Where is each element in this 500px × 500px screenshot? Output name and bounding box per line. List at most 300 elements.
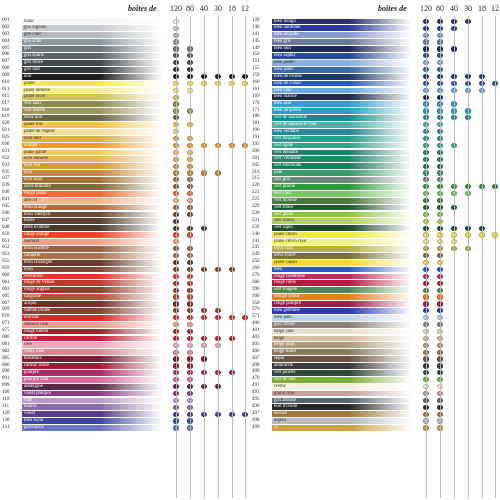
color-swatch-bar [272, 239, 412, 245]
color-row [0, 135, 250, 142]
color-name: vert de mai [274, 376, 296, 382]
color-swatch-bar [272, 329, 412, 335]
color-name: jaune citron clair [274, 239, 307, 245]
color-swatch-bar [22, 163, 162, 169]
color-code: 239 [252, 224, 260, 230]
color-swatch-bar [272, 370, 412, 376]
color-row [250, 108, 500, 115]
color-code: 181 [252, 121, 260, 127]
color-code: 069 [2, 307, 10, 313]
color-swatch-bar [22, 404, 162, 410]
color-row [250, 101, 500, 108]
color-name: carmin foncé [24, 363, 50, 369]
column-guide-line [482, 16, 483, 498]
color-code: 159 [252, 73, 260, 79]
color-name: jaune citron [274, 232, 297, 238]
color-code: 139 [252, 18, 260, 23]
color-code: 170 [252, 100, 260, 106]
color-name: vert mousse [274, 197, 298, 203]
color-code: 403 [252, 334, 260, 340]
color-row [0, 301, 250, 308]
color-name: olive clair [274, 245, 294, 251]
color-code: 210 [252, 169, 260, 175]
color-row [0, 383, 250, 390]
color-code: 130 [2, 417, 10, 423]
color-code: 493 [252, 390, 260, 396]
color-name: vert foncé [274, 204, 294, 210]
color-swatch-bar [22, 205, 162, 211]
color-name: carmin [24, 335, 38, 341]
color-name: brun Vandyck [24, 211, 51, 217]
color-swatch-bar [272, 60, 412, 66]
color-code: 408 [252, 362, 260, 368]
color-name: bleu royal [24, 418, 44, 424]
color-name: bleu azur [274, 101, 292, 107]
color-row [0, 287, 250, 294]
color-row [0, 404, 250, 411]
color-code: 370 [252, 307, 260, 313]
col-header-80: 80 [436, 4, 444, 13]
color-row [250, 301, 500, 308]
color-swatch-bar [22, 46, 162, 52]
color-name: olive brunâtre [24, 183, 51, 189]
color-swatch-bar [272, 246, 412, 252]
color-row [250, 32, 500, 39]
color-code: 046 [2, 210, 10, 216]
color-code: 215 [252, 176, 260, 182]
color-name: pourpre [24, 370, 39, 376]
color-row [0, 239, 250, 246]
color-code: 050 [2, 231, 10, 237]
color-code: 371 [252, 314, 260, 320]
color-code: 190 [252, 128, 260, 134]
color-code: 002 [2, 24, 10, 30]
right-list [250, 18, 500, 431]
color-name: acajou [24, 301, 37, 307]
header-left [0, 4, 250, 16]
color-row [250, 52, 500, 59]
color-name: rouge framboise [274, 273, 306, 279]
color-row [250, 259, 500, 266]
color-code: 111 [2, 403, 10, 409]
color-code: 090 [2, 369, 10, 375]
color-swatch-bar [22, 232, 162, 238]
color-code: 018 [2, 107, 10, 113]
color-row [0, 328, 250, 335]
color-code: 065 [2, 293, 10, 299]
col-header-40: 40 [200, 4, 208, 13]
color-code: 161 [252, 86, 260, 92]
color-name: vert réséda [24, 108, 45, 114]
color-swatch-bar [272, 391, 412, 397]
color-row [0, 59, 250, 66]
color-code: 085 [2, 355, 10, 361]
color-row [0, 142, 250, 149]
color-code: 220 [252, 183, 260, 189]
color-swatch-bar [272, 377, 412, 383]
color-code: 260 [252, 266, 260, 272]
color-swatch-bar [22, 260, 162, 266]
color-swatch-bar [22, 363, 162, 369]
color-code: 071 [2, 321, 10, 327]
column-guide-line [245, 16, 246, 498]
color-name: beige foncé [274, 349, 297, 355]
color-name: bleu [274, 266, 283, 272]
color-name: jade [274, 170, 282, 176]
color-row [0, 128, 250, 135]
color-code: 350 [252, 300, 260, 306]
color-swatch-bar [272, 212, 412, 218]
color-name: beige brun [274, 342, 295, 348]
color-row [0, 390, 250, 397]
color-row [250, 252, 500, 259]
column-guide-line [440, 16, 441, 498]
color-row [250, 294, 500, 301]
color-row [250, 425, 500, 432]
color-name: vert fougère [274, 287, 298, 293]
color-code: 060 [2, 272, 10, 278]
color-code: 070 [2, 314, 10, 320]
color-row [250, 363, 500, 370]
left-list [0, 18, 250, 431]
color-code: 240 [252, 231, 260, 237]
color-name: orangé [24, 142, 38, 148]
color-code: 019 [2, 114, 10, 120]
color-name: bleu indigo [274, 18, 296, 24]
color-swatch-bar [22, 384, 162, 390]
color-name: or [274, 425, 278, 431]
color-swatch-bar [22, 398, 162, 404]
color-name: rouge de Venise [24, 280, 55, 286]
color-code: 099 [2, 383, 10, 389]
color-swatch-bar [272, 184, 412, 190]
color-row [250, 328, 500, 335]
color-swatch-bar [22, 391, 162, 397]
color-code: 005 [2, 45, 10, 51]
color-name: aubergine [24, 383, 43, 389]
col-header-80: 80 [186, 4, 194, 13]
col-header-30: 30 [214, 4, 222, 13]
color-name: lilas [24, 397, 32, 403]
color-name: vert jaune [274, 211, 294, 217]
color-code: 300 [252, 293, 260, 299]
color-swatch-bar [272, 315, 412, 321]
color-row [0, 190, 250, 197]
color-row [250, 232, 500, 239]
color-code: 145 [252, 38, 260, 44]
color-swatch-bar [272, 32, 412, 38]
color-row [250, 80, 500, 87]
color-code: 160 [252, 80, 260, 86]
color-row [0, 232, 250, 239]
color-swatch-bar [22, 177, 162, 183]
color-code: 030 [2, 142, 10, 148]
color-swatch-bar [22, 308, 162, 314]
color-row [250, 349, 500, 356]
color-row [250, 245, 500, 252]
color-swatch-bar [272, 349, 412, 355]
color-row [250, 176, 500, 183]
color-code: 035 [2, 169, 10, 175]
color-code: 180 [252, 114, 260, 120]
color-code: 001 [2, 18, 10, 23]
color-swatch-bar [22, 246, 162, 252]
color-swatch-bar [272, 67, 412, 73]
color-code: 409 [252, 369, 260, 375]
color-code: 155 [252, 66, 260, 72]
color-code: 021 [2, 128, 10, 134]
color-name: brun châtaigne [24, 259, 53, 265]
color-name: vieux rose [24, 349, 44, 355]
color-row [250, 383, 500, 390]
color-code: 037 [2, 176, 10, 182]
color-row [250, 218, 500, 225]
color-name: abricot [24, 197, 38, 203]
color-code: 407 [252, 355, 260, 361]
color-swatch-bar [272, 198, 412, 204]
color-code: 003 [2, 31, 10, 37]
color-name: vert prairie [274, 183, 296, 189]
color-name: brun [24, 266, 33, 272]
color-swatch-bar [22, 25, 162, 31]
color-swatch-bar [272, 274, 412, 280]
color-row [250, 135, 500, 142]
color-code: 150 [252, 52, 260, 58]
color-swatch-bar [272, 25, 412, 31]
color-code: 205 [252, 162, 260, 168]
color-row [0, 66, 250, 73]
color-code: 047 [2, 217, 10, 223]
column-guide-line [204, 16, 205, 498]
color-swatch-bar [272, 163, 412, 169]
color-row [250, 163, 500, 170]
color-name: granit rose [274, 390, 295, 396]
color-swatch-bar [272, 356, 412, 362]
col-header-120: 120 [420, 4, 432, 13]
color-swatch-bar [22, 74, 162, 80]
color-code: 241 [252, 238, 260, 244]
color-code: 200 [252, 148, 260, 154]
color-name: saumon rosé [24, 321, 49, 327]
color-code: 499 [252, 424, 260, 430]
color-swatch-bar [272, 384, 412, 390]
color-name: rose [24, 342, 32, 348]
color-row [0, 369, 250, 376]
color-code: 051 [2, 238, 10, 244]
color-name: jaune olive [24, 94, 46, 100]
color-code: 169 [252, 93, 260, 99]
color-row [0, 183, 250, 190]
color-swatch-bar [272, 150, 412, 156]
color-code: 006 [2, 52, 10, 58]
column-guide-line [495, 16, 496, 498]
color-swatch-bar [22, 411, 162, 417]
color-row [250, 59, 500, 66]
color-row [250, 376, 500, 383]
color-code: 201 [252, 155, 260, 161]
color-code: 052 [2, 245, 10, 251]
color-code: 086 [2, 362, 10, 368]
color-code: 008 [2, 66, 10, 72]
color-row [250, 87, 500, 94]
color-swatch-bar [272, 253, 412, 259]
color-name: bleu lavande [274, 32, 299, 38]
color-swatch-bar [272, 122, 412, 128]
color-name: gris ardoise [274, 397, 297, 403]
color-swatch-bar [272, 88, 412, 94]
color-swatch-bar [272, 81, 412, 87]
color-row [0, 363, 250, 370]
color-name: rouge rubis [274, 280, 296, 286]
color-name: gris acier [24, 39, 42, 45]
color-row [250, 66, 500, 73]
color-swatch-bar [22, 101, 162, 107]
color-name: mauve [24, 404, 37, 410]
color-name: jaune lumière [24, 87, 51, 93]
color-row [0, 307, 250, 314]
color-row [0, 114, 250, 121]
color-swatch-bar [272, 280, 412, 286]
color-name: anthracite [274, 363, 293, 369]
color-code: 091 [2, 376, 10, 382]
color-name: sanguine [24, 294, 42, 300]
color-swatch-bar [272, 260, 412, 266]
column-guide-line [190, 16, 191, 498]
column-guide-line [426, 16, 427, 498]
color-row [250, 321, 500, 328]
color-name: pourpre clair [24, 376, 49, 382]
color-code: 009 [2, 73, 10, 79]
color-row [250, 197, 500, 204]
color-name: noir d'ivoire [274, 404, 298, 410]
color-swatch-bar [272, 53, 412, 59]
color-swatch-bar [22, 198, 162, 204]
color-swatch-bar [272, 115, 412, 121]
color-name: vert opale [274, 142, 294, 148]
color-name: vermillon [24, 273, 43, 279]
color-name: pervenche [24, 425, 44, 431]
color-row [0, 335, 250, 342]
color-name: ocre d'or [24, 163, 41, 169]
color-row [0, 294, 250, 301]
color-row [250, 73, 500, 80]
color-swatch-bar [272, 267, 412, 273]
color-code: 020 [2, 121, 10, 127]
color-row [0, 211, 250, 218]
color-swatch-bar [272, 74, 412, 80]
color-name: rouge orangé [24, 232, 50, 238]
color-swatch-bar [272, 156, 412, 162]
color-swatch-bar [22, 184, 162, 190]
color-row [250, 128, 500, 135]
color-name: écarlate [24, 314, 39, 320]
color-swatch-bar [22, 143, 162, 149]
color-swatch-bar [22, 370, 162, 376]
color-row [0, 87, 250, 94]
color-code: 229 [252, 204, 260, 210]
color-name: vert bleuâtre [274, 149, 299, 155]
color-name: Sienne brûlée [24, 308, 51, 313]
color-name: vert de malachite [274, 115, 308, 121]
color-row [250, 39, 500, 46]
color-code: 004 [2, 38, 10, 44]
color-code: 496 [252, 403, 260, 409]
color-code: 221 [252, 190, 260, 196]
color-swatch-bar [22, 356, 162, 362]
color-code: 406 [252, 348, 260, 354]
color-code: 270 [252, 272, 260, 278]
color-row [0, 397, 250, 404]
color-row [0, 101, 250, 108]
color-swatch-bar [272, 170, 412, 176]
color-swatch-bar [272, 225, 412, 231]
color-row [0, 218, 250, 225]
color-row [250, 204, 500, 211]
color-code: 081 [2, 341, 10, 347]
color-code: 498 [252, 417, 260, 423]
color-row [250, 18, 500, 25]
col-header-40: 40 [450, 4, 458, 13]
color-name: vert clair [274, 190, 292, 196]
color-swatch-bar [272, 411, 412, 417]
color-name: olive noir [24, 115, 43, 121]
color-swatch-bar [22, 115, 162, 121]
color-row [250, 266, 500, 273]
color-row [250, 211, 500, 218]
color-name: gris [24, 46, 32, 52]
col-header-12: 12 [491, 4, 499, 13]
color-name: vert kaki [24, 101, 41, 107]
color-name: sépia [274, 356, 284, 362]
color-swatch-bar [272, 46, 412, 52]
color-code: 041 [2, 197, 10, 203]
color-swatch-bar [272, 39, 412, 45]
color-code: 040 [2, 190, 10, 196]
color-name: vert gris [274, 177, 290, 183]
color-row [250, 170, 500, 177]
color-swatch-bar [22, 136, 162, 142]
color-row [0, 52, 250, 59]
color-name: noir [24, 73, 32, 79]
color-swatch-bar [22, 170, 162, 176]
color-swatch-bar [22, 150, 162, 156]
boites-label: boîtes de [378, 4, 407, 13]
color-name: ocre lumière [24, 156, 49, 162]
color-swatch-bar [22, 122, 162, 128]
color-code: 067 [2, 300, 10, 306]
color-code: 010 [2, 80, 10, 86]
color-name: jaune canari [274, 259, 298, 265]
color-code: 025 [2, 135, 10, 141]
col-header-120: 120 [170, 4, 182, 13]
color-row [0, 225, 250, 232]
color-row [250, 46, 500, 53]
color-swatch-bar [22, 88, 162, 94]
color-code: 405 [252, 341, 260, 347]
color-row [0, 321, 250, 328]
color-row [250, 342, 500, 349]
color-name: rouge jaune [24, 190, 47, 196]
color-name: bleu de Prusse [274, 73, 302, 79]
color-name: ocre [24, 170, 33, 176]
color-name: cannelle [24, 252, 40, 258]
col-header-18: 18 [478, 4, 486, 13]
color-row [250, 335, 500, 342]
color-swatch-bar [22, 425, 162, 431]
color-code: 061 [2, 279, 10, 285]
color-code: 131 [2, 424, 10, 430]
color-swatch-bar [22, 39, 162, 45]
